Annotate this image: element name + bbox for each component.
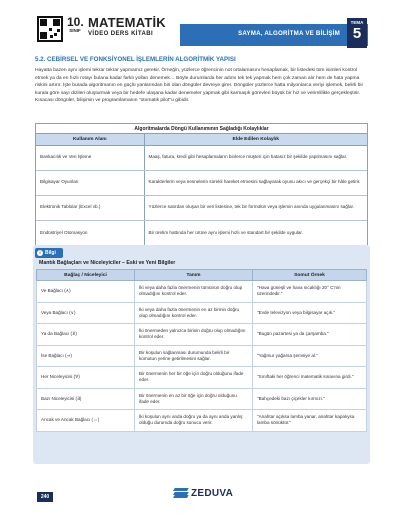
section-title: 5.2. CEBİRSEL VE FONKSİYONEL İŞLEMLERİN ALGORİTMİK YAPISI xyxy=(35,56,236,63)
table-row xyxy=(37,367,367,389)
benefit-cell: Maaş, fatura, kredi gibi hesaplamaların binlerce müşteri için hatasız bir şekilde yapılmasını sağlar. xyxy=(144,145,367,170)
theme-number: 5 xyxy=(352,25,362,42)
definition-cell: İki koşulun aynı anda doğru ya da aynı anda yanlış olduğu durumda doğru sonucu verir. xyxy=(135,410,253,432)
table-caption: Algoritmalarda Döngü Kullanımının Sağladığı Kolaylıklar xyxy=(36,124,367,134)
loops-table-grid xyxy=(36,134,367,245)
example-cell: "Bugün pazartesi ya da çarşamba." xyxy=(253,324,367,346)
table-row xyxy=(37,388,367,410)
column-header-benefit: Elde Edilen Kolaylık xyxy=(144,134,367,145)
definition-cell: İki önermeden yalnızca birinin doğru olup olmadığını kontrol eder. xyxy=(135,324,253,346)
subject-title: MATEMATİK xyxy=(88,15,166,30)
grade-number: 10. xyxy=(67,15,84,29)
intro-paragraph: Hayatta bazen aynı işlemi tekrar tekrar yapmamız gerekir. Örneğin, yüzlerce öğrencinin not ortalamasını hesaplamak, bir listedeki tüm isimleri kontrol etmek ya da en hızlı rotayı bulana kadar farklı yolları denemek… Böyle durumlarda her adımı tek tek yapmak hem çok zaman alır hem de hata yapma riskini artırır. İşte burada algoritmanın en güçlü yanlarından biri olan döngüler devreye girer. Döngüler yüzlerce hatta milyonlarca veriyi işlemek, belirli bir kurala göre sayı dizileri oluşturmak veya bir hedefe ulaşana kadar denemeler yapmak gibi karmaşık görevleri büyük bir hız ve verimlilikle gerçekleştirir. Kısacası döngüler, bilişimin ve programlamanın "otomatik pilot"u gibidir. xyxy=(35,68,364,104)
publisher-logo-icon xyxy=(174,488,188,498)
grade-label: SINIF xyxy=(69,28,81,33)
info-box xyxy=(33,245,370,464)
table-header-row xyxy=(36,134,367,145)
column-header-usage-area: Kullanım Alanı xyxy=(36,134,144,145)
qr-code-icon[interactable] xyxy=(37,16,63,42)
theme-badge xyxy=(347,18,367,48)
table-row xyxy=(37,324,367,346)
usage-area-cell: Endüstriyel Otomasyon xyxy=(36,220,144,245)
info-tag xyxy=(35,248,63,258)
column-header-example: Somut Örnek xyxy=(253,270,367,281)
connective-cell: Bazı Niceleyicisi (∃) xyxy=(37,388,135,410)
info-heading: Mantık Bağlaçları ve Niceleyiciler – Eski ve Yeni Bilgiler xyxy=(39,260,176,266)
example-cell: "Bahçedeki bazı çiçekler kırmızı." xyxy=(253,388,367,410)
usage-area-cell: Elektronik Tablolar (Excel vb.) xyxy=(36,195,144,220)
definition-cell: Bir önermenin en az bir öğe için doğru olduğunu ifade eder. xyxy=(135,388,253,410)
logic-table xyxy=(36,269,367,432)
column-header-connective: Bağlaç / Niceleyici xyxy=(37,270,135,281)
connective-cell: Veya Bağlacı (∨) xyxy=(37,302,135,324)
connective-cell: Her Niceleyicisi (∀) xyxy=(37,367,135,389)
usage-area-cell: Bankacılık ve Veri İşleme xyxy=(36,145,144,170)
benefit-cell: Bir üretim hattında her ürüne aynı işlemi hızlı ve standart bir şekilde uygular. xyxy=(148,229,303,235)
usage-area-cell: Bilgisayar Oyunları xyxy=(36,170,144,195)
connective-cell: İse Bağlacı (⇒) xyxy=(37,345,135,367)
definition-cell: İki veya daha fazla önermenin tümünün doğru olup olmadığını kontrol eder. xyxy=(135,281,253,303)
example-cell: "Hava güneşli ve hava sıcaklığı 20° C'nin üzerindedir." xyxy=(253,281,367,303)
example-cell: "Yağmur yağarsa şemsiye al." xyxy=(253,345,367,367)
chapter-title: SAYMA, ALGORİTMA VE BİLİŞİM xyxy=(238,30,340,37)
definition-cell: İki veya daha fazla önermenin en az birinin doğru olup olmadığını kontrol eder. xyxy=(135,302,253,324)
benefit-cell: Karakterlerin veya nesnelerin sürekli hareket etmesini sağlayarak oyunu akıcı ve gerçekçi bir hâle getirir. xyxy=(144,170,367,195)
example-cell: "Anahtar açıksa lamba yanar, anahtar kapalıysa lamba sönüktür." xyxy=(253,410,367,432)
page-header xyxy=(0,0,400,52)
loops-table xyxy=(35,123,368,253)
theme-label: TEMA xyxy=(350,20,364,25)
column-header-definition: Tanım xyxy=(135,270,253,281)
publisher-logo xyxy=(174,486,233,500)
table-row xyxy=(36,195,367,220)
definition-cell: Bir koşulun sağlanması durumunda belirli bir komutun yerine getirilmesini sağlar. xyxy=(135,345,253,367)
table-row xyxy=(37,345,367,367)
page-number: 240 xyxy=(37,492,53,502)
benefit-cell: Yüzlerce satırdan oluşan bir veri listesine, tek bir formülün veya işlemin anında uygulanmasını sağlar. xyxy=(144,195,367,220)
connective-cell: Ancak ve Ancak Bağlacı (⇔) xyxy=(37,410,135,432)
example-cell: "Sınıftaki her öğrenci matematik sınavına girdi." xyxy=(253,367,367,389)
table-row xyxy=(37,302,367,324)
table-row xyxy=(37,410,367,432)
book-title-block xyxy=(88,16,166,37)
info-icon: i xyxy=(37,250,43,256)
table-row xyxy=(36,145,367,170)
table-row xyxy=(36,170,367,195)
subject-subtitle: VİDEO DERS KİTABI xyxy=(88,31,154,37)
example-cell: "Evde televizyon veya bilgisayar açık." xyxy=(253,302,367,324)
connective-cell: Ya da Bağlacı (⊻) xyxy=(37,324,135,346)
connective-cell: Ve Bağlacı (∧) xyxy=(37,281,135,303)
grade-badge xyxy=(67,16,83,34)
info-tag-label: Bilgi xyxy=(45,250,56,256)
table-header-row xyxy=(37,270,367,281)
publisher-name: ZEDUVA xyxy=(191,487,234,499)
chapter-band xyxy=(180,24,368,46)
table-row xyxy=(36,220,367,245)
table-row xyxy=(37,281,367,303)
definition-cell: Bir önermenin her bir öğe için doğru olduğunu ifade eder. xyxy=(135,367,253,389)
